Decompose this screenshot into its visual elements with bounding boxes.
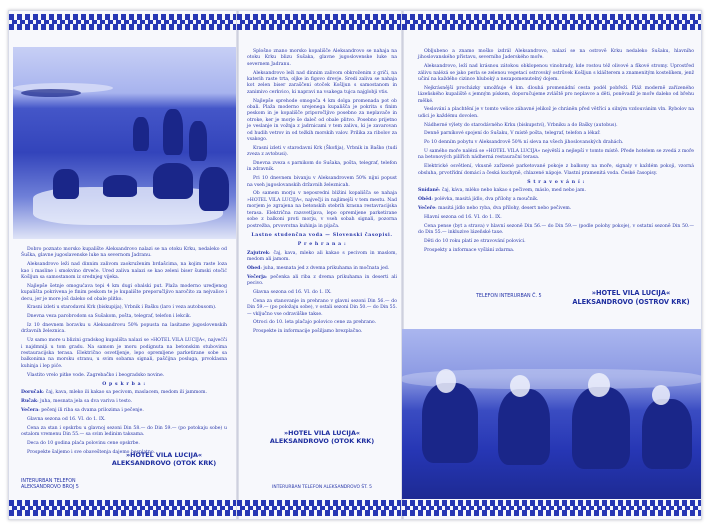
paragraph: Dnevna veza parobrodom sa Sušakom, pošta, telegraf, telefon i lekcik. — [27, 314, 192, 320]
children-text: Otroci do 10. leta plačajo polovico cene za prehrano. — [253, 320, 377, 326]
hotel-brand — [247, 429, 397, 445]
brochure-sheet — [8, 10, 702, 520]
brochure-text: Prospekty a informace vyšlání zdarma. — [424, 247, 515, 253]
meal-description: : juha, mesnata jed z dvema prikuhama in močnata jed. — [260, 265, 390, 271]
paragraph: Najlepše šetnje omogućava tepi 4 km dugi obalski put. Plaža moderno uredjenog kupališta pokrivena je finim peskom te je kupalište preporučljivo naročito za nejvalice i decu, jer je more još daleko od obale plitko. — [21, 283, 227, 302]
season-text: Glavna sezona od 16. VI. do 1. IX. — [27, 416, 106, 422]
paragraph: Veslování a plachtění je v tomto velice zábavné jelikož je chráněn před větřící a silným vzdouváním vln. Rybolov na udici je každému dovolen. — [418, 107, 694, 119]
water-note: Lastno studenčna voda — Slovenski časopisi. — [251, 232, 393, 238]
czech-text — [418, 49, 694, 256]
meal-description: : čaj, káva, mléko nebo kakao s pečivem, máslo, med nebo jam. — [438, 188, 586, 194]
meal-label: Večera — [21, 408, 39, 414]
paragraph: Aleksandrovo leži nad dinnim zalivom obkroženim z griči, na katerih raste trta, oljke in figovo drevje. Sredi zaliva se nahaja kot zelen biser zaraščeni otoček Košljun s samostanom in zanimivo cerkvico, ki napravi na vsakega tujca najglobji vtis. — [247, 70, 397, 95]
beach-photo — [13, 47, 237, 239]
phone-line: TELEFON INTERURBAN Č. 5 — [476, 294, 542, 299]
hotel-name: »HOTEL VILA LUCIJA« — [125, 451, 203, 459]
phone-line: INTERURBAN TELEFON — [21, 479, 76, 484]
croatian-text — [21, 247, 227, 458]
paragraph: Pri 10 dnevnem bivanju v Aleksandrovem 50% nijni popust na vseh jugoslovanskih državnih železnicah. — [247, 176, 397, 188]
meal-description: : juha, mesnata jela sa dva variva i testo. — [37, 399, 133, 405]
paragraph: Uz samo more u blizini gradskog kupališta nalazi se »HOTEL VILA LUCIJA«, najvećči i najdmniji u tom gradu. Na samom je moru podignuta na betonskim stubovima restauracijska terasa. Električno osvetljenje, lepo opremljene parketirane sobe sa balkonima na morsku stranu, u svim sobama signali, pašćijna posluga, prvoklasna kuhinja i lep piće. — [21, 338, 227, 369]
brochure-text: Prospekte in informacije pošiljamo brezplačno. — [253, 329, 363, 335]
paragraph: Iz 10 dnevnem boravku u Aleksandrovu 50% popusta na lasitame jugoslovenskih državnih železnica. — [21, 323, 227, 335]
paragraph: Aleksandrovo, leží nad krásnou zátokou obklopenou vinohrady, kde rostou též olivové a fíkové stromy. Uprostřed zálivu nalézá se jako perla se zelenou vegetací ostrovský ostrůvek Košljun s klášterem a znamenitým kostelíkem, jenž učiní na každého cizince hluboký a nezapomenutelný dojem. — [418, 64, 694, 83]
phone-line: INTERURBAN TELEFON ALEKSANDROVO ŠT. 5 — [272, 485, 372, 490]
meal-label: Obed — [247, 265, 261, 271]
meal-label: Zajutrek — [247, 250, 269, 256]
hotel-place: ALEKSANDROVO (OSTROV KRK) — [572, 297, 690, 306]
phone-line: ALEKSANDROVO BROJ 5 — [21, 485, 79, 491]
hotel-brand — [99, 451, 229, 467]
panel-croatian — [9, 11, 237, 519]
paragraph: Denně parníkové spojení do Sušaku, V místě pošta, telegraf, telefon a lékař. — [424, 131, 601, 137]
phone-info — [21, 479, 131, 492]
paragraph: Po 10 denním pobytu v Aleksandrově 50% ní sleva na všech jihoslovanských drahách. — [424, 140, 624, 146]
panel-slovenian — [237, 11, 402, 519]
paragraph: Krasni izleti u starodavni Krk (biskupija), Vrbnik i Bašku (laro i veza autobusom). — [27, 305, 217, 311]
meals-heading: S t r a v o v á n í : — [527, 180, 585, 186]
wave-border-bottom — [9, 500, 237, 516]
paragraph: Vlastito vrelo pitke vode. Zagrebačko i beogradsko novine. — [27, 372, 165, 378]
wave-border-top — [9, 14, 237, 30]
season-text: Hlavní sezona od 16. VI. do 1. IX. — [424, 214, 502, 220]
paragraph: Krasni izleti v starodavni Krk (Škofija), Vrbnik in Baško (tudi zveza z avtobusi). — [247, 145, 397, 158]
brochure-text: Prospekte šaljemo i sve obaveštenja dajemo besplatno. — [27, 449, 156, 455]
panel-czech — [402, 11, 702, 519]
meal-label: Oběd — [418, 197, 432, 203]
hotel-name: »HOTEL VILA LUCIJA« — [283, 429, 361, 437]
meal-description: : polévka, masitá jídlo, dva přílohy a moučník. — [431, 197, 539, 203]
paragraph: Dnevna zveza s parnikom do Sušaka, pošta, telegraf, telefon in zdravnik. — [247, 161, 397, 173]
wave-border-bottom — [402, 500, 702, 516]
meal-description: : čaj, kava, mleko ili kakao sa pecivom, maslacem, medom ili jammom. — [42, 390, 207, 396]
slovenian-text — [247, 49, 397, 338]
meal-description: : pečenka ali riba z dvema prikuhama in deserti ali pecivo. — [247, 274, 397, 287]
children-text: Deca do 10 godina plaća polovinu cene opskrbe. — [27, 440, 140, 446]
meals-heading: P r e h r a n a : — [297, 242, 347, 248]
meals-heading: O p s k r b a : — [102, 382, 146, 388]
hotel-place: ALEKSANDROVO (OTOK KRK) — [269, 437, 375, 445]
paragraph: Elektrické osvětlení, vkusně zařízené parketované pokoje z balkony na moře, signaly v každém pokoji, vzorná obsluha, prvotřídní domácí a česká kuchyně, chlazené nápoje. Vlastní pramenitá voda. České časopisy. — [418, 164, 694, 176]
meal-description: : pečenj ili riba sa dvama prilozima i pečenje. — [38, 408, 144, 414]
meal-label: Ručak — [21, 399, 38, 405]
price-text: Cena pense (byt a strava) v hlavní sezoně Din 56.— do Din 59.— (podle polohy pokoje), v ostatní sezoně Din 50.— do Din 55.— inkluzive lázeňské taxe. — [418, 223, 694, 236]
paragraph: Ob samem morju v neposredni bližini kopališča se nahaja »HOTEL VILA LUCIJA«, največji in najlimejši v tem mestu. Nad morjem je zgrajena na betonskih stebrih krasna restavracijska terasa. Električna razsvetljava, lepo opremljene parketirane sobe z balkoni proti morju, v vseh sobah signali, pozorna postrežba, prvovrstna kuhinja in pijača. — [247, 191, 397, 229]
paragraph: Aleksandrovo leži nad dinnim zalivom zaokruženim brdašcima, na kojim raste loza kao i masline i smokvino drveće. Ured zaliva nalazi se kao zeleni biser šumski otočić Košljun sa samostanom iz srednjeg vijeka. — [21, 262, 227, 281]
meal-label: Večeře — [418, 206, 436, 212]
hotel-brand — [562, 289, 700, 306]
children-text: Děti do 10 roku platí ze stravování polovici. — [424, 238, 526, 244]
price-text: Cena za stanovanje in prehrano v glavni sezoni Din 56.— do Din 59.— (po položaju sobe), v ostali sezoni Din 50.— do Din 55.— vključno vse odravilške takse. — [247, 298, 397, 317]
wave-border-top — [237, 14, 402, 30]
meal-label: Snídaně — [418, 188, 439, 194]
paragraph: U samého moře nalézá se »HOTEL VILA LUCIJA« největší a nejlepší v tomto místě. Přede hotelem se zvedá z moře na betonových pilířích nádherná restaurační terasa. — [418, 149, 694, 161]
hotel-place: ALEKSANDROVO (OTOK KRK) — [111, 459, 217, 467]
season-text: Glavna sezona od 16. VI. do 1. IX. — [253, 289, 332, 295]
paragraph: Nádherné výlety do starodávného Krku (biskupství), Vrbniku a do Bašky (autobus). — [424, 122, 618, 128]
paragraph: Obljubeno a znamo moško izdrál Aleksandrovo, nalazí se na ostrově Krku nedaleko Sušaku, hlavního jihoslovanského přístavu, severního Jaderského moře. — [418, 49, 694, 61]
price-text: Cena za stan i opskrbu u glavnoj sezoni Din 58.— do Din 59.— (po potokaju sobe) u ostalom vremenu Din 55.— sa svim ledinim taksama. — [21, 425, 227, 438]
paragraph: Nejkrásnější procházky umožňuje 4 km. dlouhá promenádní cesta podél pobřeží. Pláž moderně zařízeného lázeňského kupaliště s jemným pískem, doporučujeme zvláště pro neplavce a děti, poněvadž je moře daleko od břehu mělké. — [418, 85, 694, 104]
paragraph: Splošno znano morsko kopališče Aleksandrovo se nahaja na otoku Krku blizu Sušaka, glavne jugoslovenske luke na severnem Jadranu. — [247, 49, 397, 67]
meal-label: Doručak — [21, 390, 43, 396]
hotel-name: »HOTEL VILA LUCIJA« — [591, 289, 671, 297]
wave-border-top — [402, 14, 702, 30]
wave-border-bottom — [237, 500, 402, 516]
meal-description: : čaj, kava, mleko ali kakao s pecivom in maslom, medom ali jamom. — [247, 250, 397, 263]
meal-description: : masitá jídlo nebo ryba, dva přílohy, desert nebo pečivem. — [435, 206, 572, 212]
intro-paragraph: Dobro poznato morsko kupalište Aleksandrovo nalazi se na otoku Krku, nedaleko od Šuška, glavne jugoslavenske luke na severnom Jadranu. — [21, 247, 227, 259]
paragraph: Najlepše sprehode omogoča 4 km dolga promenada pot ob obali. Plaža moderno urejenega kupališča je pokrita s finim peskom in je kopališče priporočljivo posebno za neplavače in otroke, ker je morje še daleč od obale plitvo. Posebno prijetno je veslanje in vožnja z jadrnicami v tem zalivu, ki je zavarovan od hudih vetrov in od težkih morskih valov. Prilika za ribolov za vsakogo. — [247, 98, 397, 143]
donkey-ride-photo — [402, 329, 702, 499]
meal-label: Večerja — [247, 274, 266, 280]
